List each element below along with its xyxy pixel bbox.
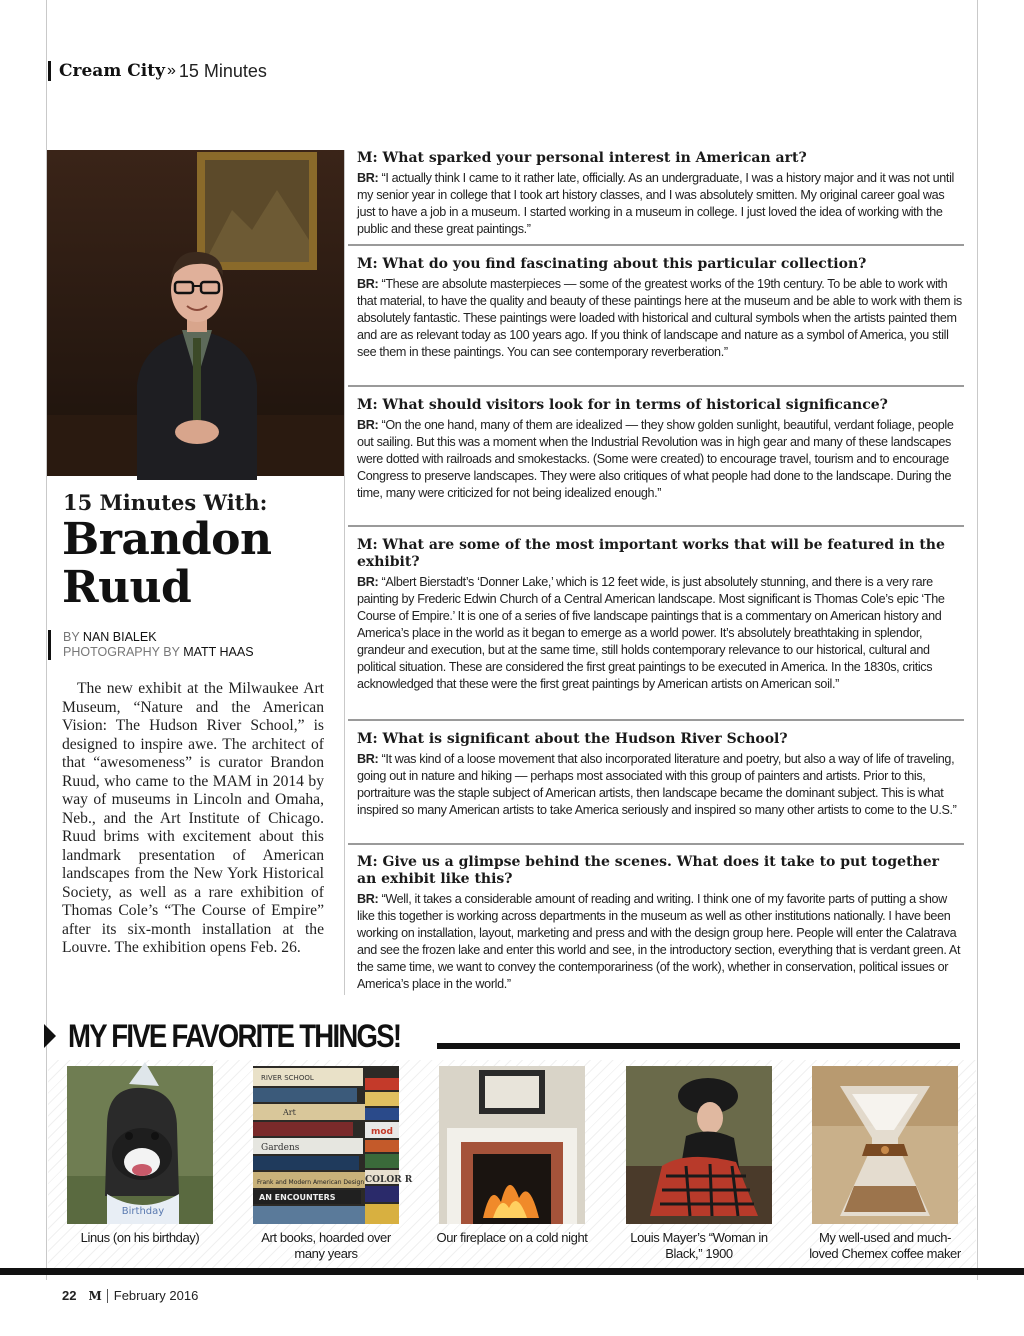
favorite-item-fireplace <box>432 1066 592 1246</box>
answer-label: BR: <box>357 752 379 766</box>
favorite-caption: Our fireplace on a cold night <box>436 1230 588 1245</box>
answer-label: BR: <box>357 575 379 589</box>
profile-name <box>62 516 271 612</box>
triangle-marker-icon <box>44 1024 56 1048</box>
page-edge-right <box>977 0 978 1280</box>
answer-text: “Well, it takes a considerable amount of reading and writing. I think one of my favorite parts of putting a show like this together is working across departments in the museum as well as other institutions nationally. I have been working on installation, layout, marketing and press and with the design group here. People will enter the Calatrava and see the frozen lake and enter this world and see, in the introductory section, everything that is verdant green. At the same time, we want to convey the contemporariness (of the work), whether in conservation, political issues or America’s place in the world.” <box>357 892 961 991</box>
answer <box>357 891 963 993</box>
favorite-caption: My well-used and much-loved Chemex coffee maker <box>809 1230 961 1261</box>
question: M: What are some of the most important works that will be featured in the exhibit? <box>357 537 945 570</box>
question: M: What sparked your personal interest in American art? <box>357 150 807 166</box>
books-photo <box>253 1066 413 1224</box>
book-spine-title-7: AN ENCOUNTERS <box>259 1193 336 1202</box>
favorites-rule <box>437 1043 960 1049</box>
answer-text: “I actually think I came to it rather late, officially. As an undergraduate, I was a history major and it was not until my senior year in college that I took art history classes, and I was absolutely smitten. My original career goal was just to have a job in a museum. I started working in a museum in college. I just loved the idea of working with the public and these great paintings.” <box>357 171 954 236</box>
qa-block-5 <box>357 731 963 819</box>
qa-block-2 <box>357 256 963 361</box>
question: M: What should visitors look for in terms of historical significance? <box>357 397 888 413</box>
qa-block-1 <box>357 150 963 238</box>
profile-name-last: Ruud <box>62 562 192 613</box>
answer <box>357 751 963 819</box>
column-divider <box>344 150 345 995</box>
credits <box>48 630 254 660</box>
answer-label: BR: <box>357 277 379 291</box>
favorites-title <box>68 1018 400 1055</box>
qa-block-3 <box>357 397 963 502</box>
favorite-caption: Linus (on his birthday) <box>80 1230 200 1245</box>
qa-block-6 <box>357 854 963 993</box>
magazine-logo: M <box>88 1288 102 1303</box>
profile-kicker: 15 Minutes With: <box>63 490 268 515</box>
page-footer <box>62 1288 198 1303</box>
favorite-item-painting <box>619 1066 779 1262</box>
photo-credit <box>63 645 254 660</box>
question: M: Give us a glimpse behind the scenes. What does it take to put together an exhibit like this? <box>357 854 939 887</box>
answer <box>357 170 963 238</box>
issue-date: February 2016 <box>113 1288 199 1303</box>
section-header <box>48 60 267 82</box>
dog-photo <box>67 1066 213 1224</box>
book-spine-title-4: Gardens <box>261 1143 300 1153</box>
book-spine-title-1: RIVER SCHOOL <box>261 1074 314 1082</box>
answer-text: “Albert Bierstadt’s ‘Donner Lake,’ which is 12 feet wide, is just absolutely stunning, and there is a very rare painting by Frederic Edwin Church of a Central American landscape. Most significant is Thomas Cole’s epic ‘The Course of Empire.’ It is one of a series of five landscape paintings that is a commentary on American history and America’s place in the world as it began to emerge as a world power. It’s absolutely breathtaking in splendor, grandeur and execution, but at the same time, still holds contemporary relevance to our historical, cultural and political situation. These are considered the first great paintings to be executed in America. In the 1830s, critics acknowledged that these were the first great paintings by American artists on American soil.” <box>357 575 945 691</box>
dog-bandana-text: Birthday <box>121 1206 165 1217</box>
qa-divider <box>348 843 964 845</box>
answer <box>357 276 963 361</box>
fireplace-photo <box>439 1066 585 1224</box>
favorite-caption: Louis Mayer’s “Woman in Black,” 1900 <box>630 1230 768 1261</box>
qa-divider <box>348 385 964 387</box>
intro-paragraph: The new exhibit at the Milwaukee Art Museum, “Nature and the American Vision: The Hudson River School,” is designed to inspire awe. The architect of that “awesomeness” is curator Brandon Ruud, who came to the MAM in 2014 by way of museums in Lincoln and Omaha, Neb., and the Art Institute of Chicago. Ruud brims with excitement about this landmark presentation of American landscapes from the New York Historical Society, as well as a rare exhibition of Thomas Cole’s “The Course of Empire” after its six-month installation at the Louvre. The exhibition opens Feb. 26. <box>62 680 324 956</box>
answer-text: “These are absolute masterpieces — some of the greatest works of the 19th century. To be able to work with that material, to have the quality and beauty of these paintings here at the museum and be able to work with them is absolutely fantastic. These paintings were loaded with historical and cultural symbols when the artists painted them and are as relevant today as 100 years ago. If you think of landscape and nature as a symbol of America, you still see them in these paintings. You can see contemporary reverberation.” <box>357 277 962 359</box>
photo-credit-prefix: PHOTOGRAPHY BY <box>63 645 184 659</box>
favorite-item-dog <box>60 1066 220 1246</box>
photographer-name: MATT HAAS <box>183 645 254 659</box>
coffee-maker-photo <box>812 1066 958 1224</box>
qa-divider <box>348 719 964 721</box>
footer-divider <box>107 1289 108 1303</box>
byline <box>63 630 254 645</box>
question: M: What is significant about the Hudson River School? <box>357 731 788 747</box>
favorites-heading <box>44 1016 454 1056</box>
page-number: 22 <box>62 1288 77 1303</box>
answer-text: “On the one hand, many of them are idealized — they show golden sunlight, beautiful, verdant foliage, people out sailing. But this was a moment when the Industrial Revolution was in high gear and many of these landscapes were dotted with railroads and smokestacks. (Some were created) to encourage travel, tourism and to encourage Congress to preserve landscapes. They were also critiques of what people had done to the landscape. During the time, many were criticized for not being idealized enough.” <box>357 418 954 500</box>
favorites-title-post: FAVORITE THINGS! <box>165 1017 401 1054</box>
footer-bar <box>0 1268 1024 1275</box>
profile-name-first: Brandon <box>62 514 272 565</box>
answer-label: BR: <box>357 892 379 906</box>
section-separator: » <box>166 62 176 79</box>
answer-label: BR: <box>357 418 379 432</box>
favorite-item-books <box>246 1066 413 1262</box>
qa-divider <box>348 525 964 527</box>
author-name: NAN BIALEK <box>82 630 157 644</box>
header-bar <box>48 61 51 81</box>
question: M: What do you find fascinating about this particular collection? <box>357 256 867 272</box>
section-name: Cream City <box>59 61 165 81</box>
favorite-item-coffee-maker <box>805 1066 965 1262</box>
qa-divider <box>348 244 964 246</box>
answer <box>357 574 963 693</box>
byline-prefix: BY <box>63 630 83 644</box>
painting-photo <box>626 1066 772 1224</box>
answer-text: “It was kind of a loose movement that also incorporated literature and poetry, but also a way of life of traveling, going out in nature and hiking — perhaps most associated with this group of painters and artists. Prior to this, portraiture was the staple subject of American artists, then landscape became the dominant subject. This is what inspired so many American artists to take America seriously and inspired so many other artists to come to the U.S.” <box>357 752 957 817</box>
book-spine-title-6: Frank and Modern American Design <box>257 1179 365 1186</box>
portrait-photo <box>47 150 345 476</box>
book-spine-title-3: mod <box>371 1127 394 1137</box>
book-spine-title-5: COLOR R <box>365 1175 413 1185</box>
answer-label: BR: <box>357 171 379 185</box>
book-spine-title-2: Art <box>283 1108 296 1117</box>
answer <box>357 417 963 502</box>
subsection-name: 15 Minutes <box>178 60 267 81</box>
favorites-title-pre: MY <box>68 1017 112 1054</box>
favorite-caption: Art books, hoarded over many years <box>261 1230 391 1261</box>
qa-block-4 <box>357 537 963 693</box>
favorites-title-bold: FIVE <box>111 1017 166 1054</box>
